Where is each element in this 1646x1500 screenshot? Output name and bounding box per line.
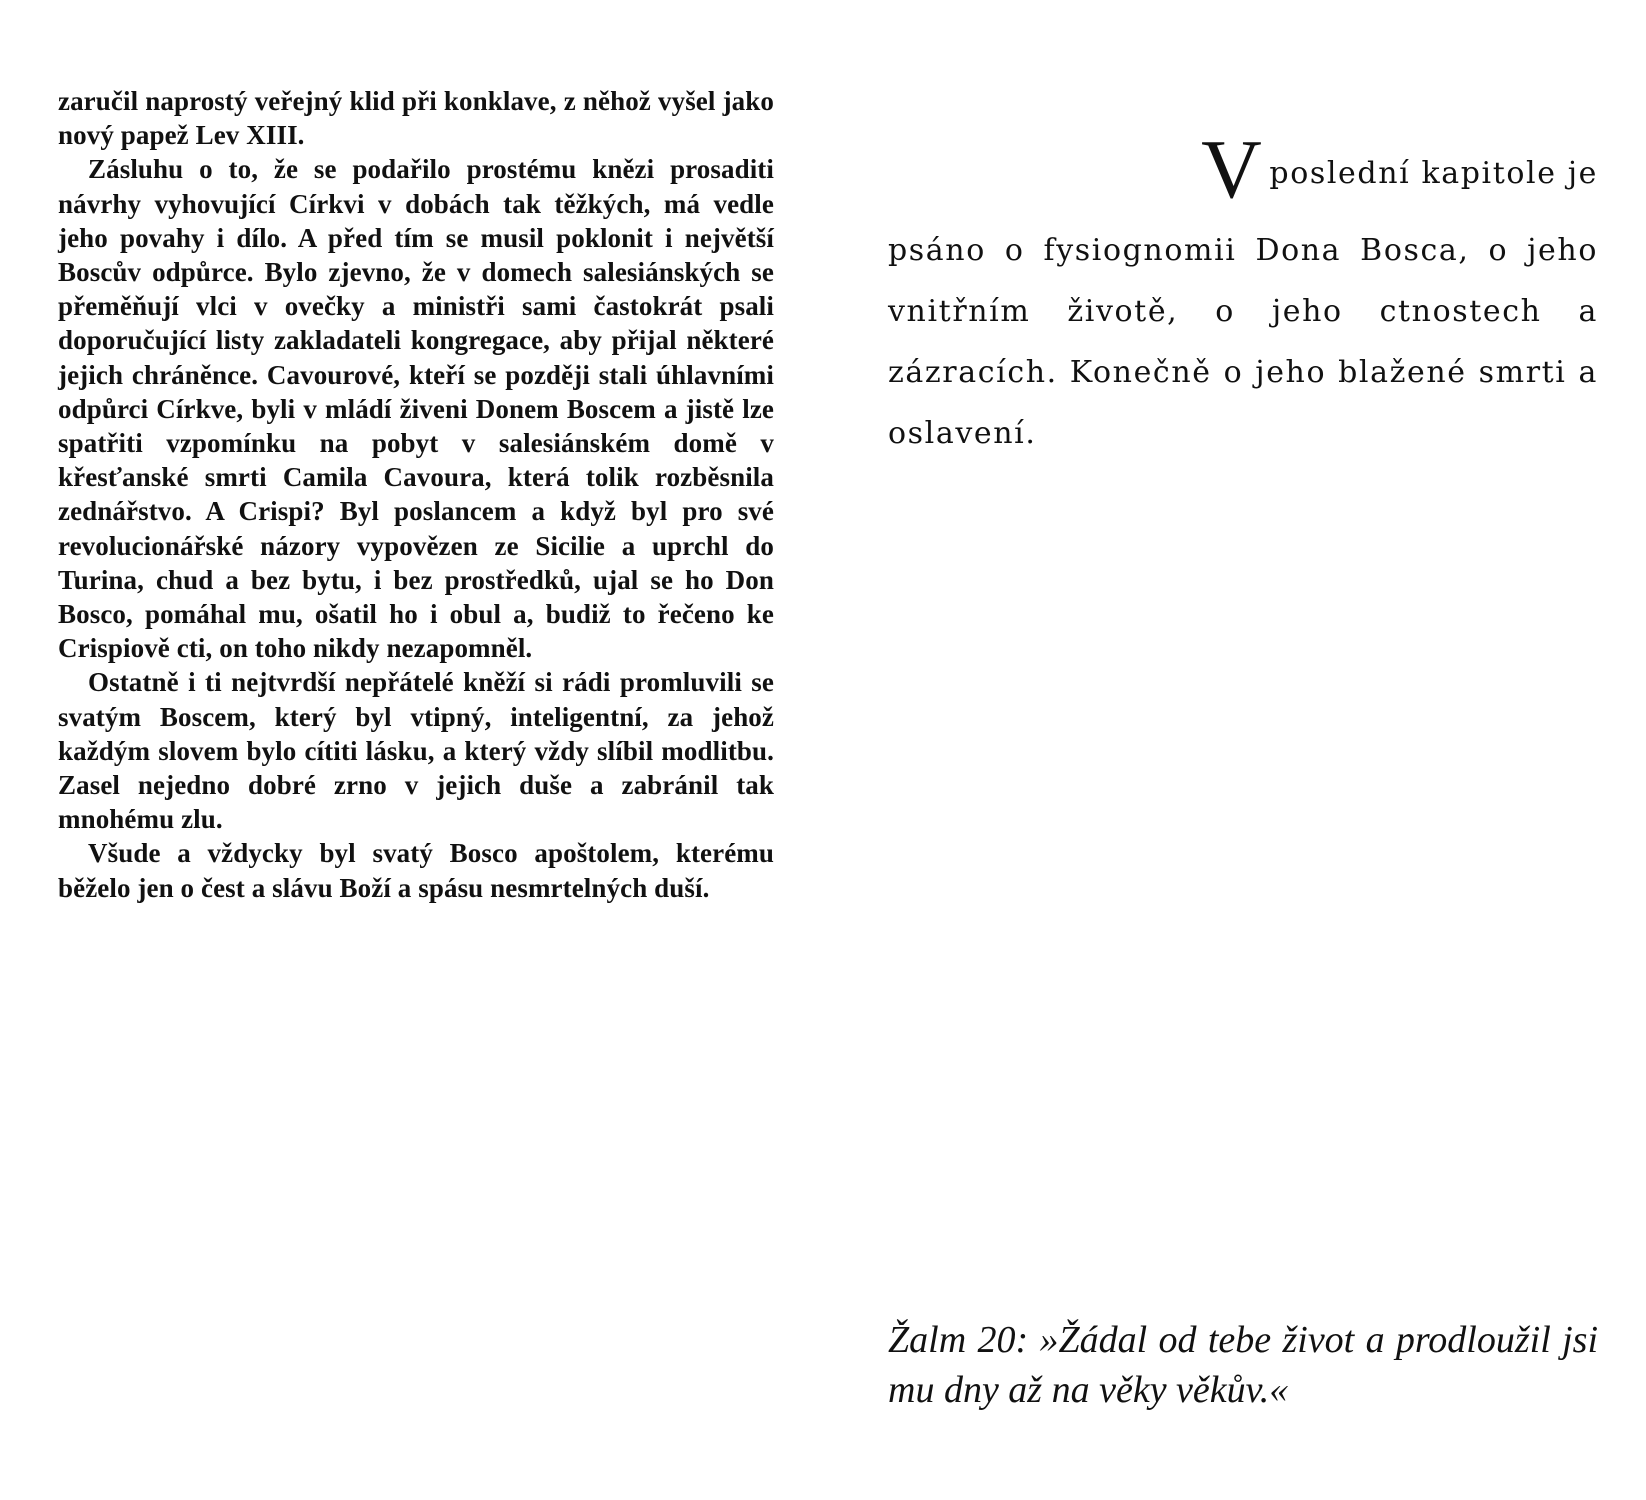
chapter-intro (888, 120, 1598, 464)
right-page (888, 120, 1598, 464)
chapter-intro-text: psáno o fysiognomii Dona Bosca, o jeho vnitřním životě, o jeho ctnostech a zázracích. Konečně o jeho blažené smrti a oslavení. (888, 233, 1598, 451)
paragraph-3: Ostatně i ti nejtvrdší nepřátelé kněží si rádi promluvili se svatým Boscem, který byl vtipný, inteligentní, za jehož každým slovem bylo cítiti lásku, a který vždy slíbil modlitbu. Zasel nejedno dobré zrno v jejich duše a zabránil tak mnohému zlu. (58, 667, 774, 835)
drop-cap: V (1201, 123, 1264, 216)
chapter-intro-first-line (888, 120, 1598, 220)
paragraph-1: zaručil naprostý veřejný klid při konklave, z něhož vyšel jako nový papež Lev XIII. (58, 86, 774, 151)
left-page (58, 84, 774, 905)
psalm-quote: Žalm 20: »Žádal od tebe život a prodloužil jsi mu dny až na věky věkův.« (888, 1319, 1598, 1411)
chapter-intro-first-line-text: poslední kapitole je (1269, 156, 1598, 191)
paragraph-4: Všude a vždycky byl svatý Bosco apoštolem, kterému běželo jen o čest a slávu Boží a spásu nesmrtelných duší. (58, 838, 774, 903)
paragraph-2: Zásluhu o to, že se podařilo prostému knězi prosaditi návrhy vyhovující Církvi v dobách tak těžkých, má vedle jeho povahy i dílo. A před tím se musil poklonit i největší Boscův odpůrce. Bylo zjevno, že v domech salesiánských se přeměňují vlci v ovečky a ministři sami častokrát psali doporučující listy zakladateli kongregace, aby přijal některé jejich chráněnce. Cavourové, kteří se později stali úhlavními odpůrci Církve, byli v mládí živeni Donem Boscem a jistě lze spatřiti vzpomínku na pobyt v salesiánském domě v křesťanské smrti Camila Cavoura, která tolik rozběsnila zednářstvo. A Crispi? Byl poslancem a když byl pro své revolucionářské názory vypovězen ze Sicilie a uprchl do Turina, chud a bez bytu, i bez prostředků, ujal se ho Don Bosco, pomáhal mu, ošatil ho i obul a, budiž to řečeno ke Crispiově cti, on toho nikdy nezapomněl. (58, 154, 774, 664)
